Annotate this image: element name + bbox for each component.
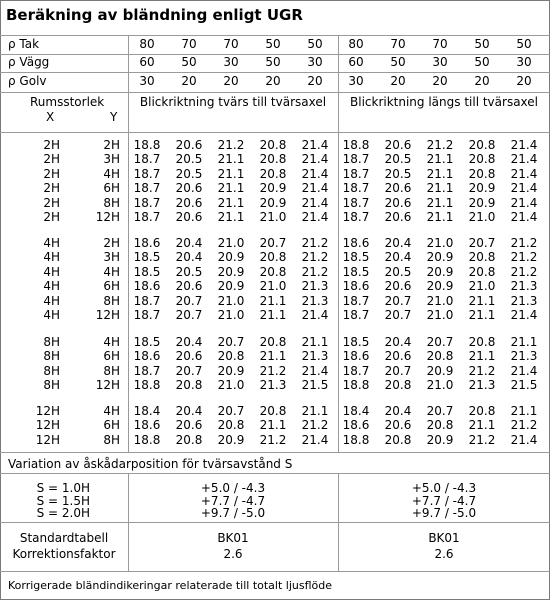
ugr-value: 21.4 [301, 363, 329, 378]
ugr-value: 21.3 [259, 378, 287, 393]
ugr-value: 20.7 [175, 363, 203, 378]
ugr-value: 21.2 [510, 250, 538, 265]
room-y-value: 4H [103, 166, 120, 181]
variation-right-value: +5.0 / -4.3 [411, 481, 477, 495]
ugr-value: 20.7 [175, 308, 203, 322]
ugr-value: 21.0 [426, 308, 454, 322]
ugr-value: 20.7 [217, 335, 245, 349]
ugr-value: 20.8 [217, 418, 245, 433]
reflectance-value: 50 [181, 55, 197, 69]
ugr-value: 20.7 [217, 404, 245, 418]
ugr-value: 21.1 [426, 166, 454, 181]
ugr-value: 20.4 [175, 335, 203, 349]
ugr-value: 18.7 [133, 152, 161, 167]
ugr-value: 18.8 [133, 432, 161, 447]
ugr-value: 21.4 [510, 363, 538, 378]
ugr-value: 20.5 [175, 152, 203, 167]
ugr-value: 21.0 [468, 279, 496, 294]
ugr-value: 20.8 [259, 250, 287, 265]
ugr-value: 18.7 [133, 166, 161, 181]
room-x-value: 2H [43, 152, 60, 167]
room-x-value: 12H [35, 404, 60, 418]
ugr-value: 21.4 [301, 166, 329, 181]
title-divider [0, 35, 550, 36]
reflectance-label: ρ Golv [8, 74, 47, 88]
reflectance-value: 30 [348, 74, 364, 88]
reflectance-value: 50 [516, 37, 532, 51]
room-y-value: 8H [103, 195, 120, 210]
room-x-value: 4H [43, 264, 60, 279]
ugr-value: 21.4 [301, 195, 329, 210]
reflectance-value: 20 [432, 74, 448, 88]
ugr-value: 18.6 [133, 236, 161, 250]
ugr-value: 21.4 [510, 166, 538, 181]
room-y-value: 4H [103, 404, 120, 418]
ugr-value: 20.9 [426, 264, 454, 279]
ugr-value: 21.4 [301, 210, 329, 224]
ugr-value: 21.1 [217, 166, 245, 181]
ugr-value: 21.4 [510, 138, 538, 152]
direction-header-along: Blickriktning längs till tvärsaxel [350, 95, 538, 109]
ugr-value: 21.1 [468, 293, 496, 308]
ugr-value: 20.8 [384, 432, 412, 447]
ugr-value: 21.0 [217, 308, 245, 322]
ugr-value: 18.8 [342, 432, 370, 447]
ugr-value: 21.3 [468, 378, 496, 393]
ugr-value: 20.8 [468, 152, 496, 167]
ugr-value: 21.1 [301, 404, 329, 418]
page-title: Beräkning av bländning enligt UGR [6, 6, 303, 24]
room-x-value: 4H [43, 293, 60, 308]
data-divider [0, 452, 550, 453]
row-divider [0, 72, 550, 73]
ugr-value: 20.8 [426, 418, 454, 433]
ugr-value: 18.7 [342, 308, 370, 322]
reflectance-value: 30 [432, 55, 448, 69]
ugr-value: 21.1 [217, 181, 245, 196]
ugr-value: 21.4 [301, 432, 329, 447]
reflectance-value: 50 [265, 37, 281, 51]
room-x-value: 2H [43, 210, 60, 224]
ugr-value: 21.3 [510, 279, 538, 294]
ugr-value: 20.4 [384, 250, 412, 265]
ugr-value: 21.2 [510, 264, 538, 279]
ugr-value: 20.7 [259, 236, 287, 250]
ugr-value: 21.2 [468, 432, 496, 447]
ugr-value: 21.0 [259, 279, 287, 294]
room-y-value: 6H [103, 349, 120, 364]
ugr-value: 18.6 [133, 418, 161, 433]
variation-left-value: +5.0 / -4.3 [200, 481, 266, 495]
ugr-value: 20.6 [384, 181, 412, 196]
ugr-value: 21.4 [301, 152, 329, 167]
room-x-value: 4H [43, 250, 60, 265]
ugr-value: 21.0 [217, 378, 245, 393]
ugr-value: 18.4 [133, 404, 161, 418]
ugr-value: 20.8 [259, 138, 287, 152]
room-y-value: 8H [103, 293, 120, 308]
reflectance-value: 80 [139, 37, 155, 51]
ugr-value: 21.1 [468, 418, 496, 433]
ugr-value: 20.8 [259, 335, 287, 349]
room-x-value: 4H [43, 279, 60, 294]
room-y-value: 4H [103, 335, 120, 349]
reflectance-value: 20 [181, 74, 197, 88]
reflectance-value: 20 [390, 74, 406, 88]
room-y-value: 3H [103, 250, 120, 265]
reflectance-value: 30 [307, 55, 323, 69]
room-y-value: 2H [103, 236, 120, 250]
ugr-value: 20.8 [426, 349, 454, 364]
ugr-value: 21.2 [217, 138, 245, 152]
room-x-value: 8H [43, 349, 60, 364]
room-y-value: 6H [103, 279, 120, 294]
ugr-value: 21.4 [510, 181, 538, 196]
ugr-value: 18.7 [133, 181, 161, 196]
ugr-value: 20.9 [217, 432, 245, 447]
ugr-value: 21.5 [510, 378, 538, 393]
room-size-label: Rumsstorlek [30, 95, 105, 109]
ugr-value: 21.1 [510, 335, 538, 349]
ugr-value: 18.7 [342, 195, 370, 210]
variation-right-value: +9.7 / -5.0 [411, 506, 477, 520]
ugr-value: 21.0 [217, 236, 245, 250]
room-x-value: 2H [43, 181, 60, 196]
room-y-value: 8H [103, 363, 120, 378]
reflectance-value: 30 [223, 55, 239, 69]
ugr-value: 21.0 [426, 293, 454, 308]
ugr-value: 21.4 [510, 210, 538, 224]
standard-label: Korrektionsfaktor [12, 547, 116, 561]
standard-label: Standardtabell [19, 531, 109, 545]
ugr-value: 20.9 [259, 195, 287, 210]
standard-right-value: 2.6 [434, 547, 454, 561]
reflectance-label: ρ Vägg [8, 55, 50, 69]
variation-left-value: +9.7 / -5.0 [200, 506, 266, 520]
reflectance-value: 20 [474, 74, 490, 88]
ugr-value: 18.7 [133, 363, 161, 378]
ugr-value: 18.6 [133, 279, 161, 294]
reflectance-label: ρ Tak [8, 37, 40, 51]
ugr-value: 20.8 [384, 378, 412, 393]
ugr-value: 18.6 [342, 279, 370, 294]
ugr-value: 20.7 [468, 236, 496, 250]
ugr-value: 20.9 [217, 279, 245, 294]
ugr-value: 20.8 [468, 138, 496, 152]
ugr-value: 20.9 [217, 264, 245, 279]
ugr-value: 20.7 [384, 363, 412, 378]
ugr-value: 21.1 [468, 349, 496, 364]
footer-note: Korrigerade bländindikeringar relaterade till totalt ljusflöde [8, 579, 333, 592]
ugr-value: 20.8 [468, 404, 496, 418]
ugr-value: 18.7 [342, 166, 370, 181]
ugr-value: 21.2 [259, 432, 287, 447]
ugr-value: 20.8 [217, 349, 245, 364]
ugr-value: 20.9 [426, 279, 454, 294]
ugr-value: 20.8 [259, 264, 287, 279]
room-y-value: 6H [103, 418, 120, 433]
room-x-value: 2H [43, 138, 60, 152]
reflectance-value: 70 [432, 37, 448, 51]
reflectance-value: 70 [181, 37, 197, 51]
standard-left-value: 2.6 [223, 547, 243, 561]
ugr-value: 21.0 [217, 293, 245, 308]
ugr-value: 20.7 [426, 335, 454, 349]
ugr-value: 20.6 [175, 195, 203, 210]
room-x-label: X [46, 110, 55, 124]
ugr-value: 18.6 [342, 418, 370, 433]
ugr-value: 21.4 [510, 195, 538, 210]
ugr-value: 20.7 [384, 308, 412, 322]
ugr-value: 21.3 [301, 279, 329, 294]
room-x-value: 8H [43, 378, 60, 393]
variation-label: S = 1.5H [36, 493, 90, 508]
ugr-value: 21.1 [259, 349, 287, 364]
ugr-value: 21.1 [426, 181, 454, 196]
ugr-value: 20.9 [426, 363, 454, 378]
reflectance-value: 50 [307, 37, 323, 51]
ugr-value: 21.2 [301, 418, 329, 433]
ugr-value: 20.4 [175, 250, 203, 265]
reflectance-value: 50 [474, 37, 490, 51]
ugr-value: 20.5 [384, 152, 412, 167]
ugr-value: 20.6 [175, 181, 203, 196]
variation-right-value: +7.7 / -4.7 [411, 493, 477, 508]
ugr-value: 21.3 [301, 349, 329, 364]
ugr-value: 21.1 [426, 210, 454, 224]
ugr-value: 21.4 [510, 432, 538, 447]
ugr-value: 20.7 [175, 293, 203, 308]
ugr-value: 21.1 [426, 195, 454, 210]
ugr-value: 18.6 [133, 349, 161, 364]
room-x-value: 2H [43, 195, 60, 210]
ugr-value: 20.6 [175, 349, 203, 364]
reflectance-value: 20 [307, 74, 323, 88]
ugr-value: 21.2 [510, 418, 538, 433]
ugr-value: 21.4 [510, 152, 538, 167]
ugr-value: 21.2 [259, 363, 287, 378]
ugr-value: 21.0 [426, 236, 454, 250]
ugr-value: 21.0 [426, 378, 454, 393]
reflectance-value: 50 [474, 55, 490, 69]
variation-label: S = 1.0H [36, 481, 90, 495]
room-x-value: 2H [43, 166, 60, 181]
ugr-value: 20.4 [384, 404, 412, 418]
ugr-value: 18.5 [342, 335, 370, 349]
ugr-value: 21.3 [301, 293, 329, 308]
ugr-value: 20.5 [175, 166, 203, 181]
ugr-value: 20.4 [384, 335, 412, 349]
ugr-value: 21.3 [510, 349, 538, 364]
room-x-value: 8H [43, 335, 60, 349]
reflectance-value: 50 [265, 55, 281, 69]
ugr-value: 21.1 [259, 308, 287, 322]
ugr-value: 21.1 [259, 293, 287, 308]
ugr-value: 20.8 [468, 264, 496, 279]
ugr-value: 18.7 [342, 152, 370, 167]
ugr-value: 21.2 [301, 236, 329, 250]
ugr-value: 18.5 [133, 250, 161, 265]
reflectance-divider [0, 92, 550, 93]
reflectance-value: 60 [348, 55, 364, 69]
ugr-value: 20.4 [384, 236, 412, 250]
ugr-value: 20.8 [468, 335, 496, 349]
ugr-value: 21.2 [301, 264, 329, 279]
ugr-value: 21.1 [259, 418, 287, 433]
ugr-value: 21.4 [301, 308, 329, 322]
room-x-value: 8H [43, 363, 60, 378]
ugr-value: 18.7 [133, 293, 161, 308]
ugr-value: 20.6 [384, 349, 412, 364]
room-x-value: 12H [35, 432, 60, 447]
reflectance-value: 30 [139, 74, 155, 88]
ugr-value: 20.9 [217, 250, 245, 265]
ugr-value: 20.4 [175, 404, 203, 418]
reflectance-value: 70 [223, 37, 239, 51]
ugr-value: 20.6 [384, 279, 412, 294]
ugr-value: 21.1 [217, 210, 245, 224]
ugr-value: 18.6 [342, 349, 370, 364]
header-divider [0, 132, 550, 133]
ugr-value: 21.1 [217, 152, 245, 167]
ugr-value: 20.8 [259, 166, 287, 181]
room-y-value: 3H [103, 152, 120, 167]
ugr-value: 18.5 [342, 264, 370, 279]
ugr-value: 18.8 [133, 378, 161, 393]
standard-right-value: BK01 [428, 531, 460, 545]
ugr-value: 18.7 [133, 195, 161, 210]
ugr-value: 20.9 [468, 195, 496, 210]
ugr-value: 21.2 [510, 236, 538, 250]
ugr-value: 18.5 [133, 335, 161, 349]
ugr-value: 18.7 [342, 210, 370, 224]
ugr-value: 20.4 [175, 236, 203, 250]
ugr-value: 20.9 [426, 250, 454, 265]
ugr-value: 20.8 [175, 378, 203, 393]
ugr-value: 21.1 [510, 404, 538, 418]
variation-title: Variation av åskådarposition för tvärsavstånd S [8, 457, 293, 471]
ugr-value: 18.7 [342, 293, 370, 308]
reflectance-value: 20 [265, 74, 281, 88]
ugr-value: 20.9 [259, 181, 287, 196]
reflectance-value: 80 [348, 37, 364, 51]
ugr-value: 21.0 [468, 210, 496, 224]
room-x-value: 12H [35, 418, 60, 433]
ugr-value: 18.8 [133, 138, 161, 152]
reflectance-value: 20 [516, 74, 532, 88]
ugr-value: 20.7 [426, 404, 454, 418]
reflectance-value: 60 [139, 55, 155, 69]
ugr-value: 21.2 [301, 250, 329, 265]
ugr-value: 20.8 [259, 404, 287, 418]
ugr-value: 21.4 [301, 181, 329, 196]
ugr-value: 18.7 [133, 308, 161, 322]
ugr-value: 18.4 [342, 404, 370, 418]
ugr-value: 21.3 [510, 293, 538, 308]
room-y-value: 6H [103, 181, 120, 196]
ugr-value: 20.5 [384, 166, 412, 181]
ugr-value: 21.4 [301, 138, 329, 152]
ugr-value: 21.1 [301, 335, 329, 349]
standard-left-value: BK01 [217, 531, 249, 545]
ugr-value: 18.7 [342, 363, 370, 378]
room-x-value: 4H [43, 308, 60, 322]
ugr-value: 20.5 [175, 264, 203, 279]
variation-left-value: +7.7 / -4.7 [200, 493, 266, 508]
standard-divider [0, 571, 550, 572]
ugr-value: 18.5 [133, 264, 161, 279]
ugr-value: 18.8 [342, 138, 370, 152]
variation-label: S = 2.0H [36, 506, 90, 520]
ugr-value: 20.6 [384, 418, 412, 433]
reflectance-value: 70 [390, 37, 406, 51]
ugr-value: 20.6 [384, 210, 412, 224]
ugr-value: 20.6 [175, 279, 203, 294]
room-y-value: 8H [103, 432, 120, 447]
ugr-value: 20.6 [175, 418, 203, 433]
ugr-value: 21.5 [301, 378, 329, 393]
ugr-value: 20.5 [384, 264, 412, 279]
room-y-value: 12H [95, 378, 120, 393]
room-y-label: Y [110, 110, 118, 124]
ugr-value: 20.9 [426, 432, 454, 447]
direction-header-across: Blickriktning tvärs till tvärsaxel [139, 95, 327, 109]
ugr-value: 20.8 [468, 250, 496, 265]
ugr-value: 18.6 [342, 236, 370, 250]
ugr-value: 18.7 [342, 181, 370, 196]
ugr-value: 21.1 [426, 152, 454, 167]
reflectance-value: 50 [390, 55, 406, 69]
room-y-value: 12H [95, 210, 120, 224]
ugr-value: 20.9 [217, 363, 245, 378]
room-x-value: 4H [43, 236, 60, 250]
ugr-value: 20.6 [384, 195, 412, 210]
variation-divider [0, 522, 550, 523]
ugr-value: 18.8 [342, 378, 370, 393]
ugr-value: 20.7 [384, 293, 412, 308]
ugr-value: 21.4 [510, 308, 538, 322]
ugr-value: 20.6 [384, 138, 412, 152]
ugr-value: 21.0 [259, 210, 287, 224]
room-y-value: 2H [103, 138, 120, 152]
ugr-value: 21.1 [468, 308, 496, 322]
variation-title-divider [0, 473, 550, 474]
ugr-value: 20.9 [468, 181, 496, 196]
ugr-value: 21.2 [468, 363, 496, 378]
room-y-value: 12H [95, 308, 120, 322]
reflectance-value: 30 [516, 55, 532, 69]
ugr-value: 20.6 [175, 210, 203, 224]
reflectance-value: 20 [223, 74, 239, 88]
ugr-value: 18.7 [133, 210, 161, 224]
ugr-value: 18.5 [342, 250, 370, 265]
ugr-value: 20.8 [175, 432, 203, 447]
ugr-value: 20.6 [175, 138, 203, 152]
ugr-value: 21.1 [217, 195, 245, 210]
ugr-value: 21.2 [426, 138, 454, 152]
ugr-value: 20.8 [468, 166, 496, 181]
ugr-value: 20.8 [259, 152, 287, 167]
room-y-value: 4H [103, 264, 120, 279]
